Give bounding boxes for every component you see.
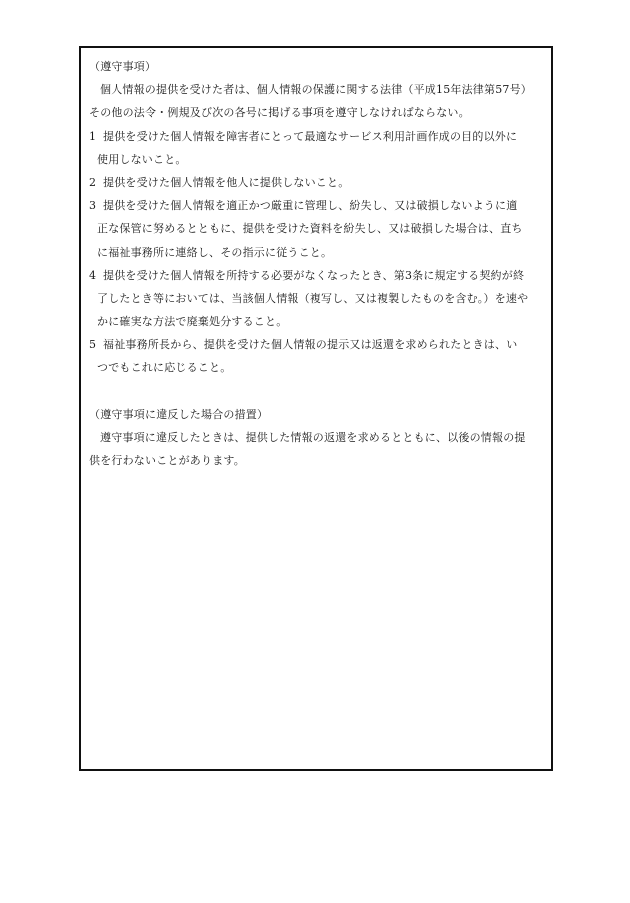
item-text-line: 提供を受けた個人情報を所持する必要がなくなったとき、第3条に規定する契約が終: [103, 268, 525, 282]
item-text-line: に福祉事務所に連絡し、その指示に従うこと。: [97, 245, 333, 259]
compliance-item-3: [89, 194, 545, 264]
compliance-item-1: [89, 125, 545, 171]
violation-body-line: 遵守事項に違反したときは、提供した情報の返還を求めるとともに、以後の情報の提: [100, 431, 526, 444]
compliance-item-4: [89, 264, 545, 334]
item-text-line: 使用しないこと。: [97, 152, 187, 166]
section-gap: [89, 380, 545, 403]
document-frame: [79, 46, 553, 771]
compliance-item-2: [89, 171, 545, 194]
item-text-line: つでもこれに応じること。: [97, 361, 232, 375]
item-text-line: 正な保管に努めるとともに、提供を受けた資料を紛失し、又は破損した場合は、直ち: [97, 222, 523, 236]
item-number: 5: [89, 338, 97, 352]
item-number: 4: [89, 268, 97, 282]
item-text-line: かに確実な方法で廃棄処分すること。: [97, 315, 288, 329]
item-text-line: 了したとき等においては、当該個人情報（複写し、又は複製したものを含む。）を速や: [97, 291, 529, 305]
item-text-line: 提供を受けた個人情報を適正かつ厳重に管理し、紛失し、又は破損しないように適: [103, 199, 518, 213]
violation-heading: （遵守事項に違反した場合の措置）: [89, 407, 269, 421]
item-number: 2: [89, 175, 97, 189]
item-number: 3: [89, 199, 97, 213]
document-content: [89, 55, 545, 472]
compliance-intro-line: その他の法令・例規及び次の各号に掲げる事項を遵守しなければならない。: [89, 106, 470, 120]
item-text-line: 福祉事務所長から、提供を受けた個人情報の提示又は返還を求められたときは、い: [103, 338, 518, 352]
item-text-line: 提供を受けた個人情報を障害者にとって最適なサービス利用計画作成の目的以外に: [103, 129, 518, 143]
compliance-item-5: [89, 333, 545, 379]
item-number: 1: [89, 129, 97, 143]
compliance-heading: （遵守事項）: [89, 60, 157, 73]
violation-body-line: 供を行わないことがあります。: [89, 454, 245, 468]
item-text-line: 提供を受けた個人情報を他人に提供しないこと。: [103, 175, 350, 189]
compliance-intro-line: 個人情報の提供を受けた者は、個人情報の保護に関する法律（平成15年法律第57号）: [100, 83, 532, 97]
